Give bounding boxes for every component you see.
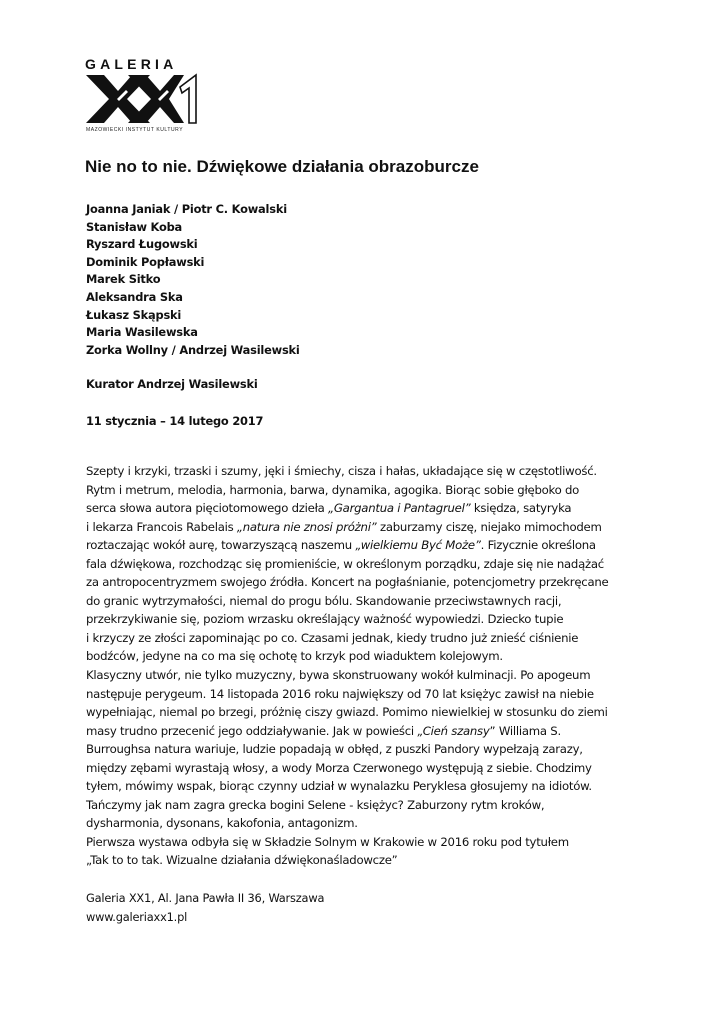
artist-list — [86, 201, 300, 359]
body-line: masy trudno przecenić jego oddziaływanie. Jak w powieści „Cień szansy” Williama S. — [86, 723, 561, 738]
description-body — [86, 462, 666, 870]
artist-item: Stanisław Koba — [86, 219, 183, 234]
artist-item: Zorka Wollny / Andrzej Wasilewski — [86, 342, 300, 357]
book-title: „Gargantua i Pantagruel” — [328, 501, 471, 516]
body-line: Tańczymy jak nam zagra grecka bogini Selene - księżyc? Zaburzony rytm kroków, — [86, 797, 545, 812]
artist-item: Aleksandra Ska — [86, 289, 183, 304]
body-line: wypełniając, niemal po brzegi, próżnię ciszy gwiazd. Pomimo niewielkiej w stosunku do ziemi — [86, 705, 608, 720]
quote: „wielkiemu Być Może” — [355, 538, 481, 553]
body-line: serca słowa autora pięciotomowego dzieła „Gargantua i Pantagruel” księdza, satyryka — [86, 501, 572, 516]
body-line: Pierwsza wystawa odbyła się w Składzie Solnym w Krakowie w 2016 roku pod tytułem — [86, 834, 569, 849]
body-line: dysharmonia, dysonans, kakofonia, antagonizm. — [86, 816, 358, 831]
artist-item: Dominik Popławski — [86, 254, 205, 269]
quote: „natura nie znosi próżni” — [236, 519, 377, 534]
book-title: „Cień szansy — [417, 723, 490, 738]
body-line: następuje perygeum. 14 listopada 2016 roku największy od 70 lat księżyc zawisł na niebie — [86, 686, 594, 701]
galeria-xx1-logo — [84, 56, 202, 134]
body-line: tyłem, mówimy wspak, biorąc czynny udział w wynalazku Peryklesa głosujemy na idiotów. — [86, 779, 592, 794]
body-line: „Tak to to tak. Wizualne działania dźwiękonaśladowcze” — [86, 853, 398, 868]
body-line: i lekarza Francois Rabelais „natura nie znosi próżni” zaburzamy ciszę, niejako mimochodem — [86, 519, 602, 534]
body-line: Burroughsa natura wariuje, ludzie popadają w obłęd, z puszki Pandory wypełzają zarazy, — [86, 742, 583, 757]
logo-wordmark: GALERIA — [85, 56, 178, 72]
footer — [86, 889, 324, 927]
artist-item: Łukasz Skąpski — [86, 307, 182, 322]
page-title: Nie no to nie. Dźwiękowe działania obrazoburcze — [85, 157, 479, 176]
artist-item: Maria Wasilewska — [86, 325, 198, 340]
body-line: i krzyczy ze złości zapominając po co. Czasami jednak, kiedy trudno już znieść ciśnienie — [86, 630, 579, 645]
footer-address: Galeria XX1, Al. Jana Pawła II 36, Warszawa — [86, 891, 325, 905]
body-line: fala dźwiękowa, rozchodząc się promieniście, w określonym porządku, zdaje się nie nadążać — [86, 556, 604, 571]
curator-line: Kurator Andrzej Wasilewski — [86, 377, 258, 391]
logo-subtitle: MAZOWIECKI INSTYTUT KULTURY — [86, 127, 184, 133]
artist-item: Ryszard Ługowski — [86, 237, 198, 252]
body-line: roztaczając wokół aurę, towarzyszącą naszemu „wielkiemu Być Może”. Fizycznie określona — [86, 538, 596, 553]
body-line: przekrzykiwanie się, poziom wrzasku określający ważność wypowiedzi. Dziecko tupie — [86, 612, 564, 627]
artist-item: Joanna Janiak / Piotr C. Kowalski — [86, 202, 287, 216]
exhibition-dates: 11 stycznia – 14 lutego 2017 — [86, 414, 264, 428]
body-line: bodźców, jedyne na co ma się ochotę to krzyk pod wiaduktem kolejowym. — [86, 649, 503, 664]
body-line: za antropocentryzmem swojego źródła. Koncert na pogłaśnianie, potencjometry przekręcane — [86, 575, 609, 590]
body-line: do granic wytrzymałości, niemal do progu bólu. Skandowanie przeciwstawnych racji, — [86, 593, 562, 608]
body-line: Rytm i metrum, melodia, harmonia, barwa, dynamika, agogika. Biorąc sobie głęboko do — [86, 482, 580, 497]
footer-website-link[interactable]: www.galeriaxx1.pl — [86, 910, 188, 924]
body-line: Szepty i krzyki, trzaski i szumy, jęki i śmiechy, cisza i hałas, układające się w częstotliwość. — [86, 464, 597, 478]
xx1-logo-icon — [84, 73, 202, 125]
body-line: Klasyczny utwór, nie tylko muzyczny, bywa skonstruowany wokół kulminacji. Po apogeum — [86, 668, 591, 683]
body-line: między zębami wyrastają włosy, a wody Morza Czerwonego występują z siebie. Chodzimy — [86, 760, 592, 775]
artist-item: Marek Sitko — [86, 272, 161, 287]
